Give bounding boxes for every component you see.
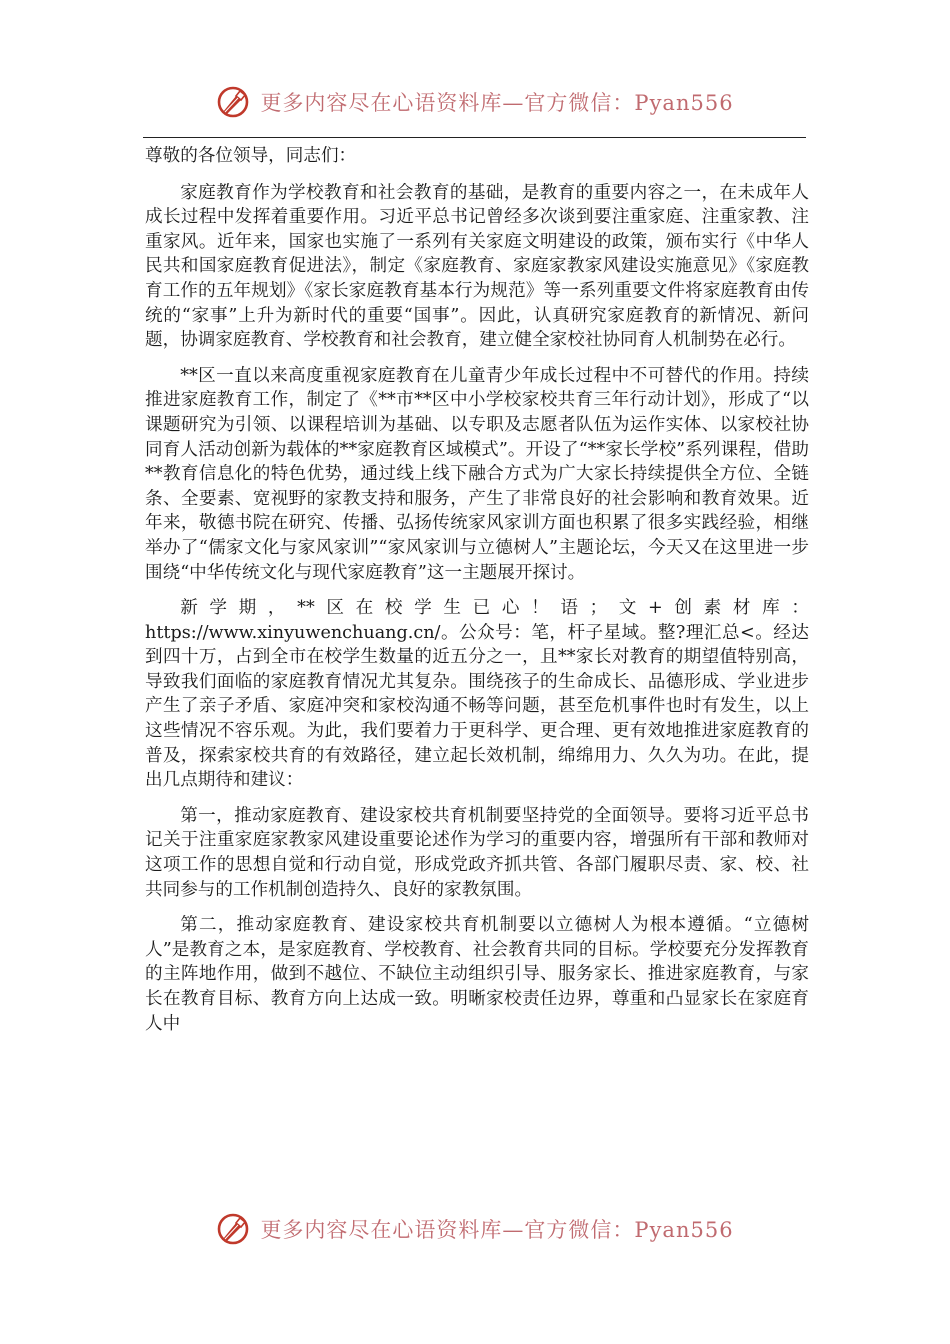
pen-nib-logo-icon	[216, 1212, 250, 1246]
banner-text: 更多内容尽在心语资料库—官方微信：Pyan556	[260, 1218, 734, 1242]
banner-text: 更多内容尽在心语资料库—官方微信：Pyan556	[260, 91, 734, 115]
paragraph-1: 家庭教育作为学校教育和社会教育的基础，是教育的重要内容之一，在未成年人成长过程中发挥着重要作用。习近平总书记曾经多次谈到要注重家庭、注重家教、注重家风。近年来，国家也实施了一系列有关家庭文明建设的政策，颁布实行《中华人民共和国家庭教育促进法》，制定《家庭教育、家庭家教家风建设实施意见》《家庭教育工作的五年规划》《家长家庭教育基本行为规范》等一系列重要文件将家庭教育由传统的“家事”上升为新时代的重要“国事”。因此，认真研究家庭教育的新情况、新问题，协调家庭教育、学校教育和社会教育，建立健全家校社协同育人机制势在必行。	[145, 182, 809, 351]
paragraph-2: **区一直以来高度重视家庭教育在儿童青少年成长过程中不可替代的作用。持续推进家庭教育工作，制定了《**市**区中小学校家校共育三年行动计划》，形成了“以课题研究为引领、以课程培训为基础、以专职及志愿者队伍为运作实体、以家校社协同育人活动创新为载体的**家庭教育区域模式”。开设了“**家长学校”系列课程，借助**教育信息化的特色优势，通过线上线下融合方式为广大家长持续提供全方位、全链条、全要素、宽视野的家教支持和服务，产生了非常良好的社会影响和教育效果。近年来，敬德书院在研究、传播、弘扬传统家风家训方面也积累了很多实践经验，相继举办了“儒家文化与家风家训”“家风家训与立德树人”主题论坛，今天又在这里进一步围绕“中华传统文化与现代家庭教育”这一主题展开探讨。	[145, 365, 809, 583]
paragraph-5: 第二，推动家庭教育、建设家校共育机制要以立德树人为根本遵循。“立德树人”是教育之本，是家庭教育、学校教育、社会教育共同的目标。学校要充分发挥教育的主阵地作用，做到不越位、不缺位主动组织引导、服务家长、推进家庭教育，与家长在教育目标、教育方向上达成一致。明晰家校责任边界，尊重和凸显家长在家庭育人中	[145, 915, 809, 1034]
document-body	[145, 144, 809, 1047]
paragraph-4: 第一，推动家庭教育、建设家校共育机制要坚持党的全面领导。要将习近平总书记关于注重家庭家教家风建设重要论述作为学习的重要内容，增强所有干部和教师对这项工作的思想自觉和行动自觉，形成党政齐抓共管、各部门履职尽责、家、校、社共同参与的工作机制创造持久、良好的家教氛围。	[145, 805, 809, 900]
header-divider	[143, 137, 806, 138]
footer-banner	[0, 1209, 950, 1249]
pen-nib-logo-icon	[216, 85, 250, 119]
salutation: 尊敬的各位领导，同志们：	[145, 146, 357, 166]
paragraph-3: 新学期，**区在校学生已心！语；文+创素材库：https://www.xinyuwenchuang.cn/。公众号：笔，杆子星域。整?理汇总<。经达到四十万，占到全市在校学生数量的近五分之一，且**家长对教育的期望值特别高，导致我们面临的家庭教育情况尤其复杂。围绕孩子的生命成长、品德形成、学业进步产生了亲子矛盾、家庭冲突和家校沟通不畅等问题，甚至危机事件也时有发生，以上这些情况不容乐观。为此，我们要着力于更科学、更合理、更有效地推进家庭教育的普及，探索家校共育的有效路径，建立起长效机制，绵绵用力、久久为功。在此，提出几点期待和建议：	[145, 598, 809, 791]
header-banner	[0, 82, 950, 122]
